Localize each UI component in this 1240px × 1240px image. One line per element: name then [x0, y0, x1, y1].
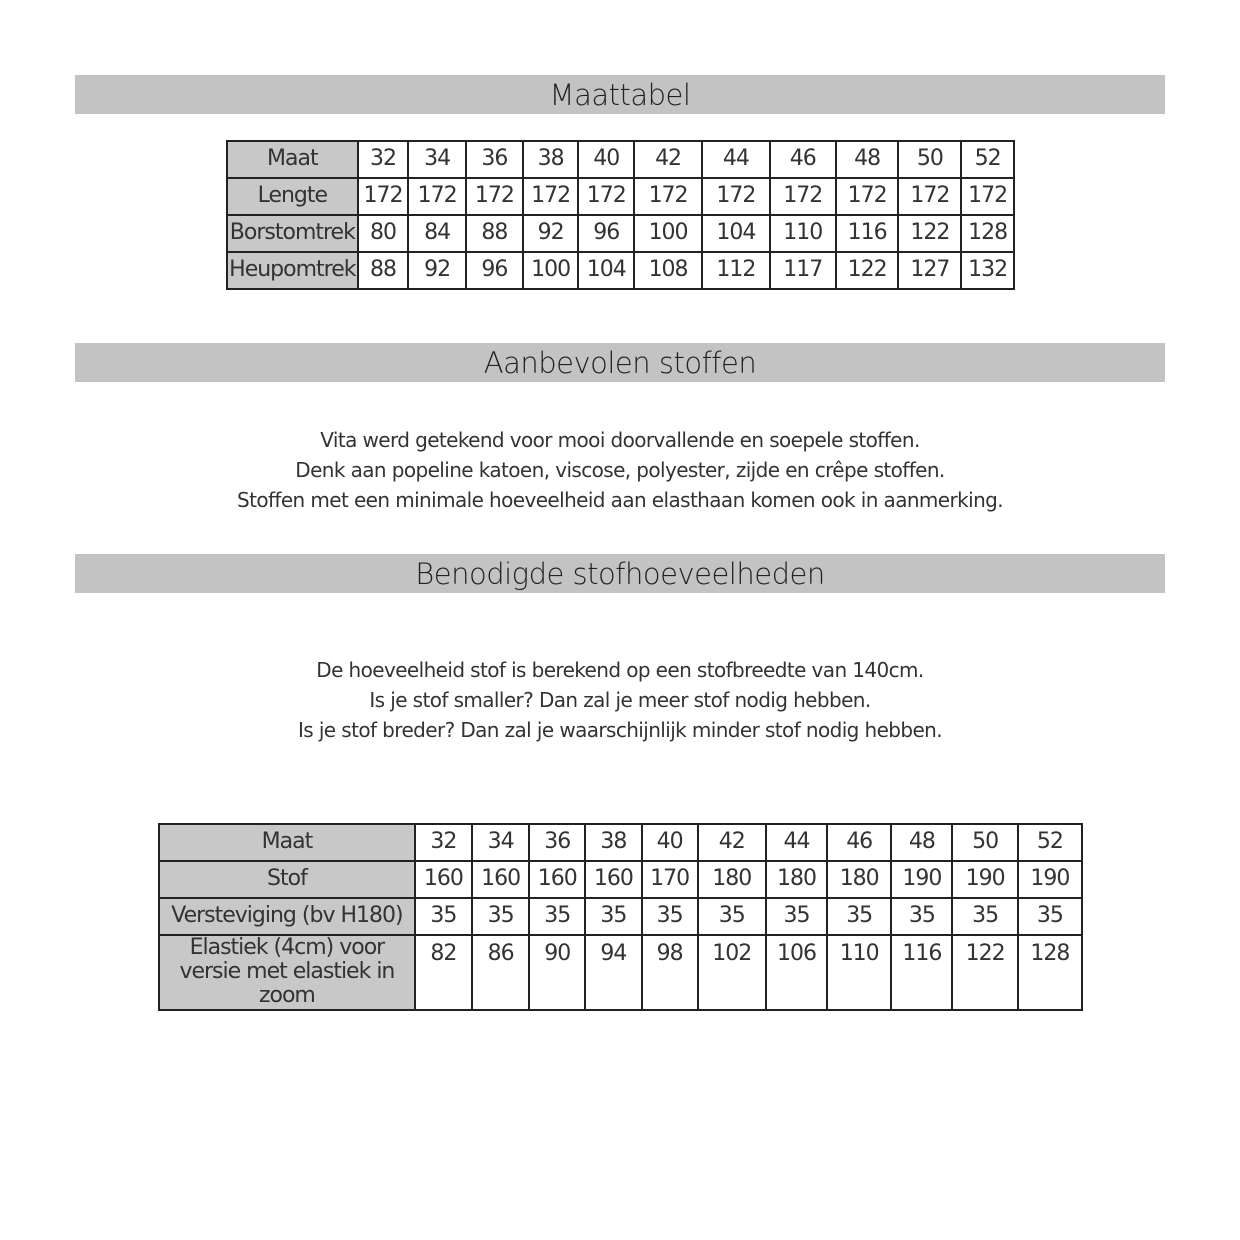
- table-cell: 172: [408, 178, 466, 215]
- table-cell: 52: [1018, 824, 1082, 861]
- table-cell: 35: [827, 898, 891, 935]
- table-cell: 172: [578, 178, 634, 215]
- quantities-text-line: Is je stof breder? Dan zal je waarschijnlijk minder stof nodig hebben.: [297, 718, 943, 742]
- table-cell: 34: [472, 824, 529, 861]
- table-cell: 96: [578, 215, 634, 252]
- table-cell: 44: [766, 824, 827, 861]
- table-cell: 82: [415, 935, 472, 1010]
- table-row: [159, 861, 1082, 898]
- fabrics-title: Aanbevolen stoffen: [75, 343, 1165, 382]
- table-row: [227, 141, 1014, 178]
- table-cell: 160: [529, 861, 585, 898]
- table-cell: 172: [702, 178, 770, 215]
- table-cell: 88: [466, 215, 523, 252]
- quantities-text-line: Is je stof smaller? Dan zal je meer stof nodig hebben.: [369, 688, 871, 712]
- table-cell: 128: [961, 215, 1014, 252]
- table-row: [227, 252, 1014, 289]
- table-cell: 122: [952, 935, 1017, 1010]
- table-cell: 88: [358, 252, 409, 289]
- table-cell: 35: [698, 898, 766, 935]
- row-label: Versteviging (bv H180): [159, 898, 415, 935]
- table-cell: 90: [529, 935, 585, 1010]
- row-label: Heupomtrek: [227, 252, 358, 289]
- table-cell: 172: [770, 178, 836, 215]
- table-cell: 42: [698, 824, 766, 861]
- table-cell: 35: [642, 898, 698, 935]
- table-cell: 52: [961, 141, 1014, 178]
- table-cell: 96: [466, 252, 523, 289]
- table-cell: 100: [523, 252, 579, 289]
- table-cell: 190: [891, 861, 952, 898]
- table-cell: 35: [1018, 898, 1082, 935]
- table-cell: 35: [952, 898, 1017, 935]
- table-cell: 35: [415, 898, 472, 935]
- table-cell: 84: [408, 215, 466, 252]
- row-label: Stof: [159, 861, 415, 898]
- table-cell: 35: [585, 898, 641, 935]
- table-cell: 35: [766, 898, 827, 935]
- table-cell: 110: [770, 215, 836, 252]
- table-cell: 50: [898, 141, 961, 178]
- fabrics-text-line: Denk aan popeline katoen, viscose, polyester, zijde en crêpe stoffen.: [295, 458, 945, 482]
- table-cell: 172: [961, 178, 1014, 215]
- fabrics-text-line: Vita werd getekend voor mooi doorvallende en soepele stoffen.: [320, 428, 920, 452]
- table-cell: 32: [358, 141, 409, 178]
- table-cell: 40: [642, 824, 698, 861]
- table-cell: 172: [634, 178, 702, 215]
- table-row: [227, 215, 1014, 252]
- table-cell: 172: [836, 178, 899, 215]
- table-cell: 104: [702, 215, 770, 252]
- table-cell: 80: [358, 215, 409, 252]
- table-cell: 38: [585, 824, 641, 861]
- table-cell: 34: [408, 141, 466, 178]
- fabric-table: [158, 823, 1083, 1011]
- table-cell: 108: [634, 252, 702, 289]
- table-cell: 190: [952, 861, 1017, 898]
- table-cell: 98: [642, 935, 698, 1010]
- quantities-text: [75, 655, 1165, 745]
- table-cell: 36: [466, 141, 523, 178]
- table-cell: 132: [961, 252, 1014, 289]
- table-cell: 116: [836, 215, 899, 252]
- size-table: [226, 140, 1015, 290]
- table-cell: 48: [891, 824, 952, 861]
- quantities-title: Benodigde stofhoeveelheden: [75, 554, 1165, 593]
- table-row: [159, 824, 1082, 861]
- table-cell: 160: [585, 861, 641, 898]
- table-cell: 128: [1018, 935, 1082, 1010]
- table-cell: 180: [766, 861, 827, 898]
- table-cell: 44: [702, 141, 770, 178]
- table-cell: 180: [698, 861, 766, 898]
- size-chart-title: Maattabel: [75, 75, 1165, 114]
- table-cell: 102: [698, 935, 766, 1010]
- table-cell: 94: [585, 935, 641, 1010]
- table-cell: 117: [770, 252, 836, 289]
- table-cell: 116: [891, 935, 952, 1010]
- table-row: [227, 178, 1014, 215]
- table-cell: 46: [770, 141, 836, 178]
- fabrics-text-line: Stoffen met een minimale hoeveelheid aan elasthaan komen ook in aanmerking.: [237, 488, 1003, 512]
- row-label: Elastiek (4cm) voor versie met elastiek in zoom: [159, 935, 415, 1010]
- quantities-text-line: De hoeveelheid stof is berekend op een stofbreedte van 140cm.: [316, 658, 924, 682]
- fabrics-text: [75, 425, 1165, 515]
- row-label: Maat: [159, 824, 415, 861]
- table-cell: 172: [358, 178, 409, 215]
- table-cell: 172: [466, 178, 523, 215]
- table-cell: 46: [827, 824, 891, 861]
- table-cell: 172: [898, 178, 961, 215]
- table-cell: 92: [408, 252, 466, 289]
- table-row: [159, 935, 1082, 1010]
- table-cell: 104: [578, 252, 634, 289]
- table-cell: 180: [827, 861, 891, 898]
- table-cell: 32: [415, 824, 472, 861]
- table-cell: 50: [952, 824, 1017, 861]
- table-cell: 122: [836, 252, 899, 289]
- table-cell: 35: [529, 898, 585, 935]
- table-cell: 100: [634, 215, 702, 252]
- table-cell: 172: [523, 178, 579, 215]
- table-cell: 40: [578, 141, 634, 178]
- table-cell: 110: [827, 935, 891, 1010]
- table-cell: 190: [1018, 861, 1082, 898]
- table-cell: 36: [529, 824, 585, 861]
- row-label: Maat: [227, 141, 358, 178]
- table-row: [159, 898, 1082, 935]
- table-cell: 112: [702, 252, 770, 289]
- table-cell: 35: [891, 898, 952, 935]
- table-cell: 160: [472, 861, 529, 898]
- table-cell: 122: [898, 215, 961, 252]
- table-cell: 35: [472, 898, 529, 935]
- table-cell: 92: [523, 215, 579, 252]
- table-cell: 38: [523, 141, 579, 178]
- table-cell: 160: [415, 861, 472, 898]
- table-cell: 86: [472, 935, 529, 1010]
- table-cell: 170: [642, 861, 698, 898]
- row-label: Borstomtrek: [227, 215, 358, 252]
- table-cell: 127: [898, 252, 961, 289]
- table-cell: 42: [634, 141, 702, 178]
- table-cell: 48: [836, 141, 899, 178]
- table-cell: 106: [766, 935, 827, 1010]
- row-label: Lengte: [227, 178, 358, 215]
